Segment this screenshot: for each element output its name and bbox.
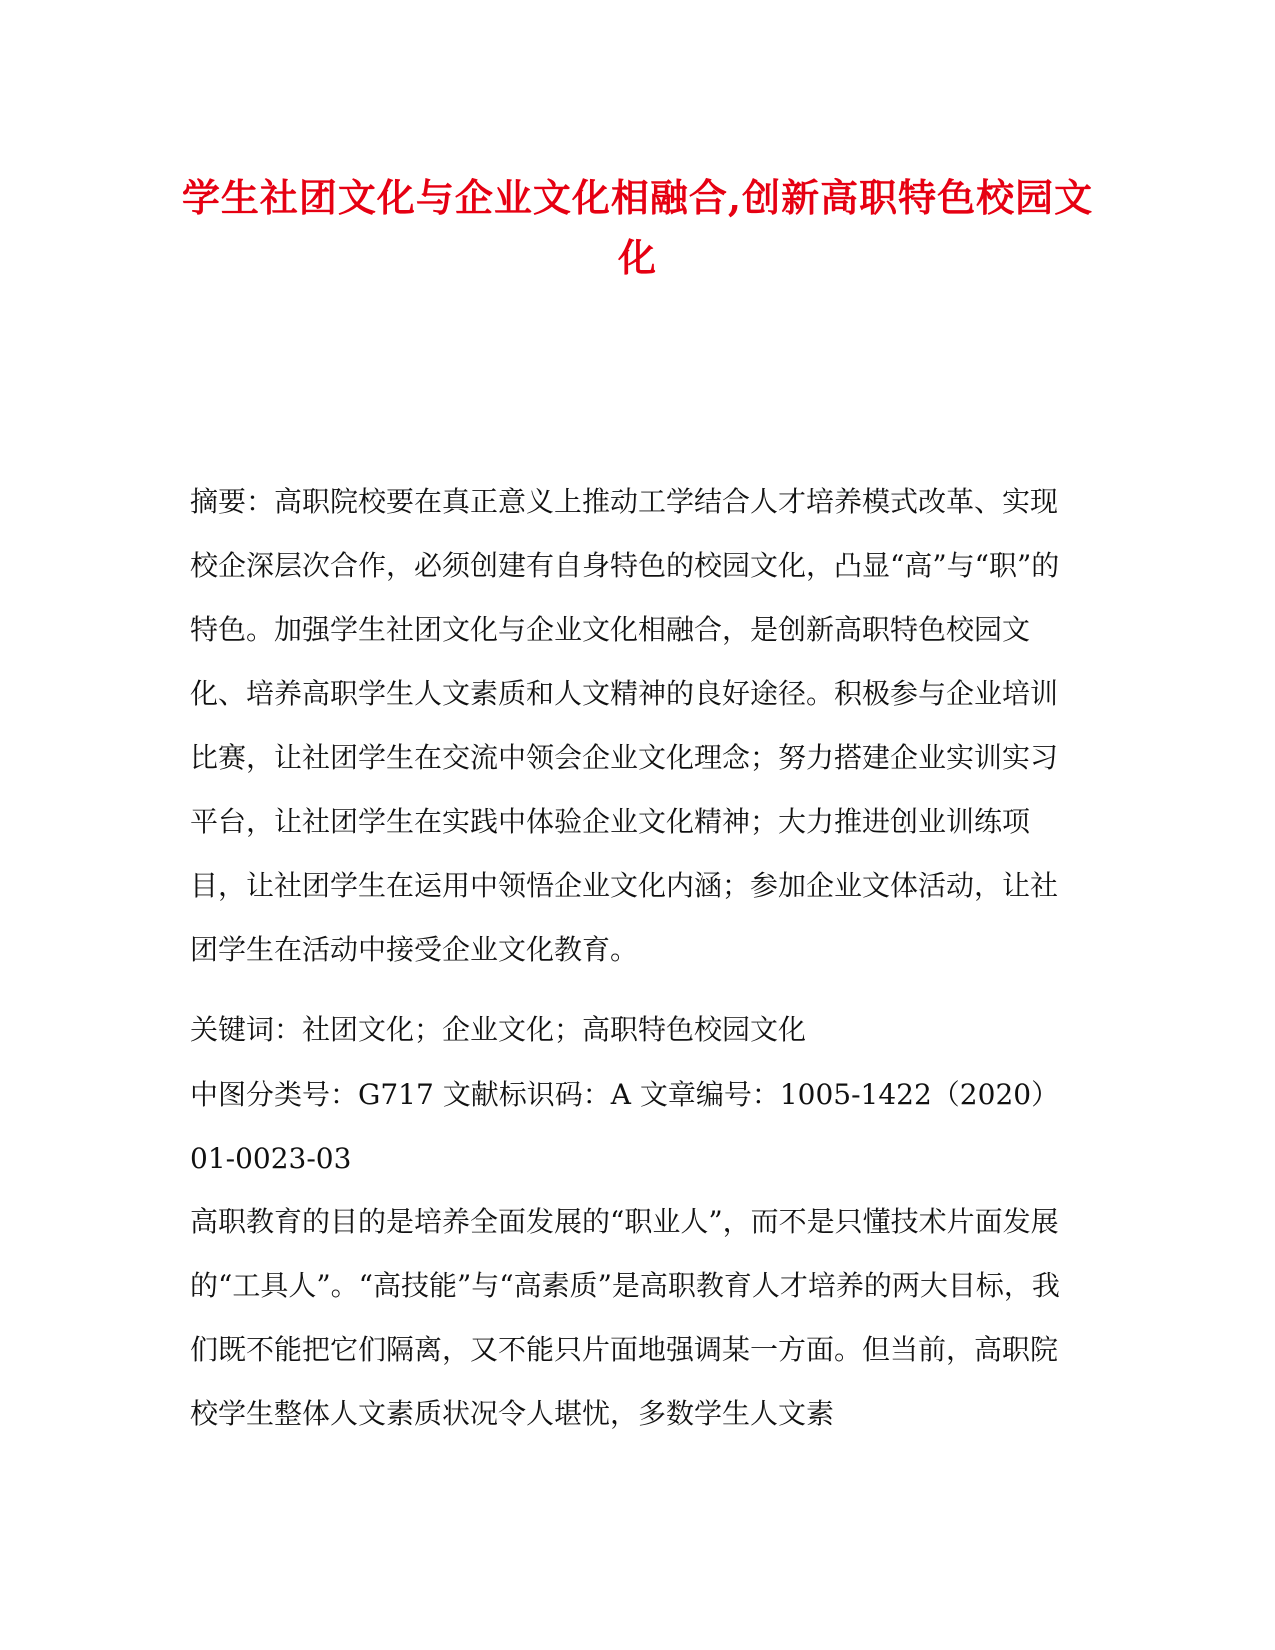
keywords-line: 关键词：社团文化；企业文化；高职特色校园文化 [190,1013,807,1046]
abstract-paragraph: 摘要：高职院校要在真正意义上推动工学结合人才培养模式改革、实现校企深层次合作，必须创建有自身特色的校园文化，凸显“高”与“职”的特色。加强学生社团文化与企业文化相融合，是创新高职特色校园文化、培养高职学生人文素质和人文精神的良好途径。积极参与企业培训比赛，让社团学生在交流中领会企业文化理念；努力搭建企业实训实习平台，让社团学生在实践中体验企业文化精神；大力推进创业训练项目，让社团学生在运用中领悟企业文化内涵；参加企业文体活动，让社团学生在活动中接受企业文化教育。 [190,485,1060,966]
intro-paragraph: 高职教育的目的是培养全面发展的“职业人”，而不是只懂技术片面发展的“工具人”。“高技能”与“高素质”是高职教育人才培养的两大目标，我们既不能把它们隔离，又不能只片面地强调某一方面。但当前，高职院校学生整体人文素质状况令人堪忧，多数学生人文素 [190,1205,1060,1430]
document-title: 学生社团文化与企业文化相融合,创新高职特色校园文化 [181,175,1094,280]
classification-line: 中图分类号：G717 文献标识码：A 文章编号：1005-1422（2020）01-0023-03 [190,1078,1060,1175]
